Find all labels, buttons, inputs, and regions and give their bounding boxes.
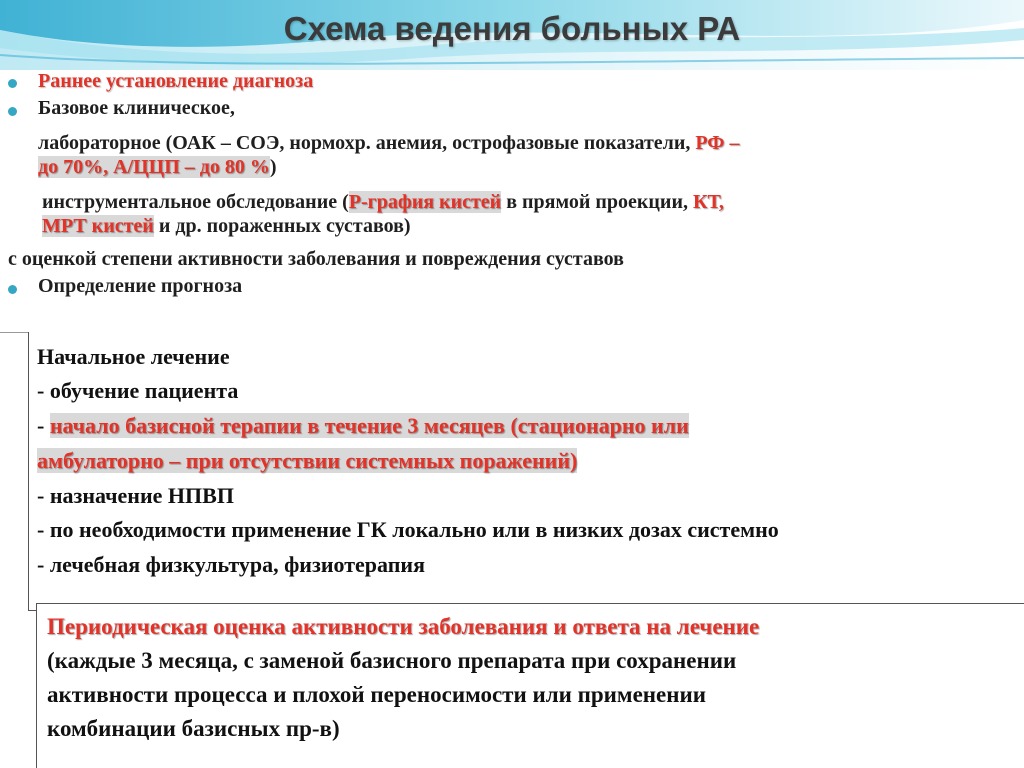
prognosis: Определение прогноза (38, 275, 243, 297)
header-banner (0, 0, 1024, 70)
basic-therapy-line-2: амбулаторно – при отсутствии системных поражений) (37, 448, 578, 473)
basic-therapy-line-1: - начало базисной терапии в течение 3 месяцев (стационарно или (37, 413, 689, 438)
physio-line: - лечебная физкультура, физиотерапия (37, 552, 425, 577)
diagnosis-section (0, 70, 1024, 333)
periodic-line-2: (каждые 3 месяца, с заменой базисного препарата при сохранении (47, 648, 737, 673)
activity-assessment: с оценкой степени активности заболевания и повреждения суставов (8, 248, 624, 270)
periodic-line-3: активности процесса и плохой переносимости или применении (47, 682, 707, 707)
initial-treatment-heading: Начальное лечение (37, 344, 230, 369)
bullet-icon (8, 107, 17, 116)
basic-clinical: Базовое клиническое, (38, 97, 235, 119)
instrumental-line-1: инструментальное обследование (Р-графия кистей в прямой проекции, КТ, (42, 191, 724, 213)
periodic-heading: Периодическая оценка активности заболевания и ответа на лечение (47, 614, 760, 639)
bullet-icon (8, 79, 17, 88)
early-diagnosis: Раннее установление диагноза (38, 70, 314, 92)
page-title: Схема ведения больных РА (283, 10, 741, 47)
instrumental-line-2: МРТ кистей и др. пораженных суставов) (42, 215, 411, 237)
periodic-line-4: комбинации базисных пр-в) (47, 716, 340, 741)
lab-line-1: лабораторное (ОАК – СОЭ, нормохр. анемия, острофазовые показатели, РФ – (38, 132, 740, 154)
initial-treatment-box (28, 332, 1024, 611)
patient-education: - обучение пациента (37, 378, 239, 403)
gc-line: - по необходимости применение ГК локально или в низких дозах системно (37, 517, 779, 542)
periodic-assessment-box (36, 603, 1024, 768)
nsaid-line: - назначение НПВП (37, 483, 234, 508)
bullet-icon (8, 285, 17, 294)
lab-line-2: до 70%, А/ЦЦП – до 80 %) (38, 156, 277, 178)
